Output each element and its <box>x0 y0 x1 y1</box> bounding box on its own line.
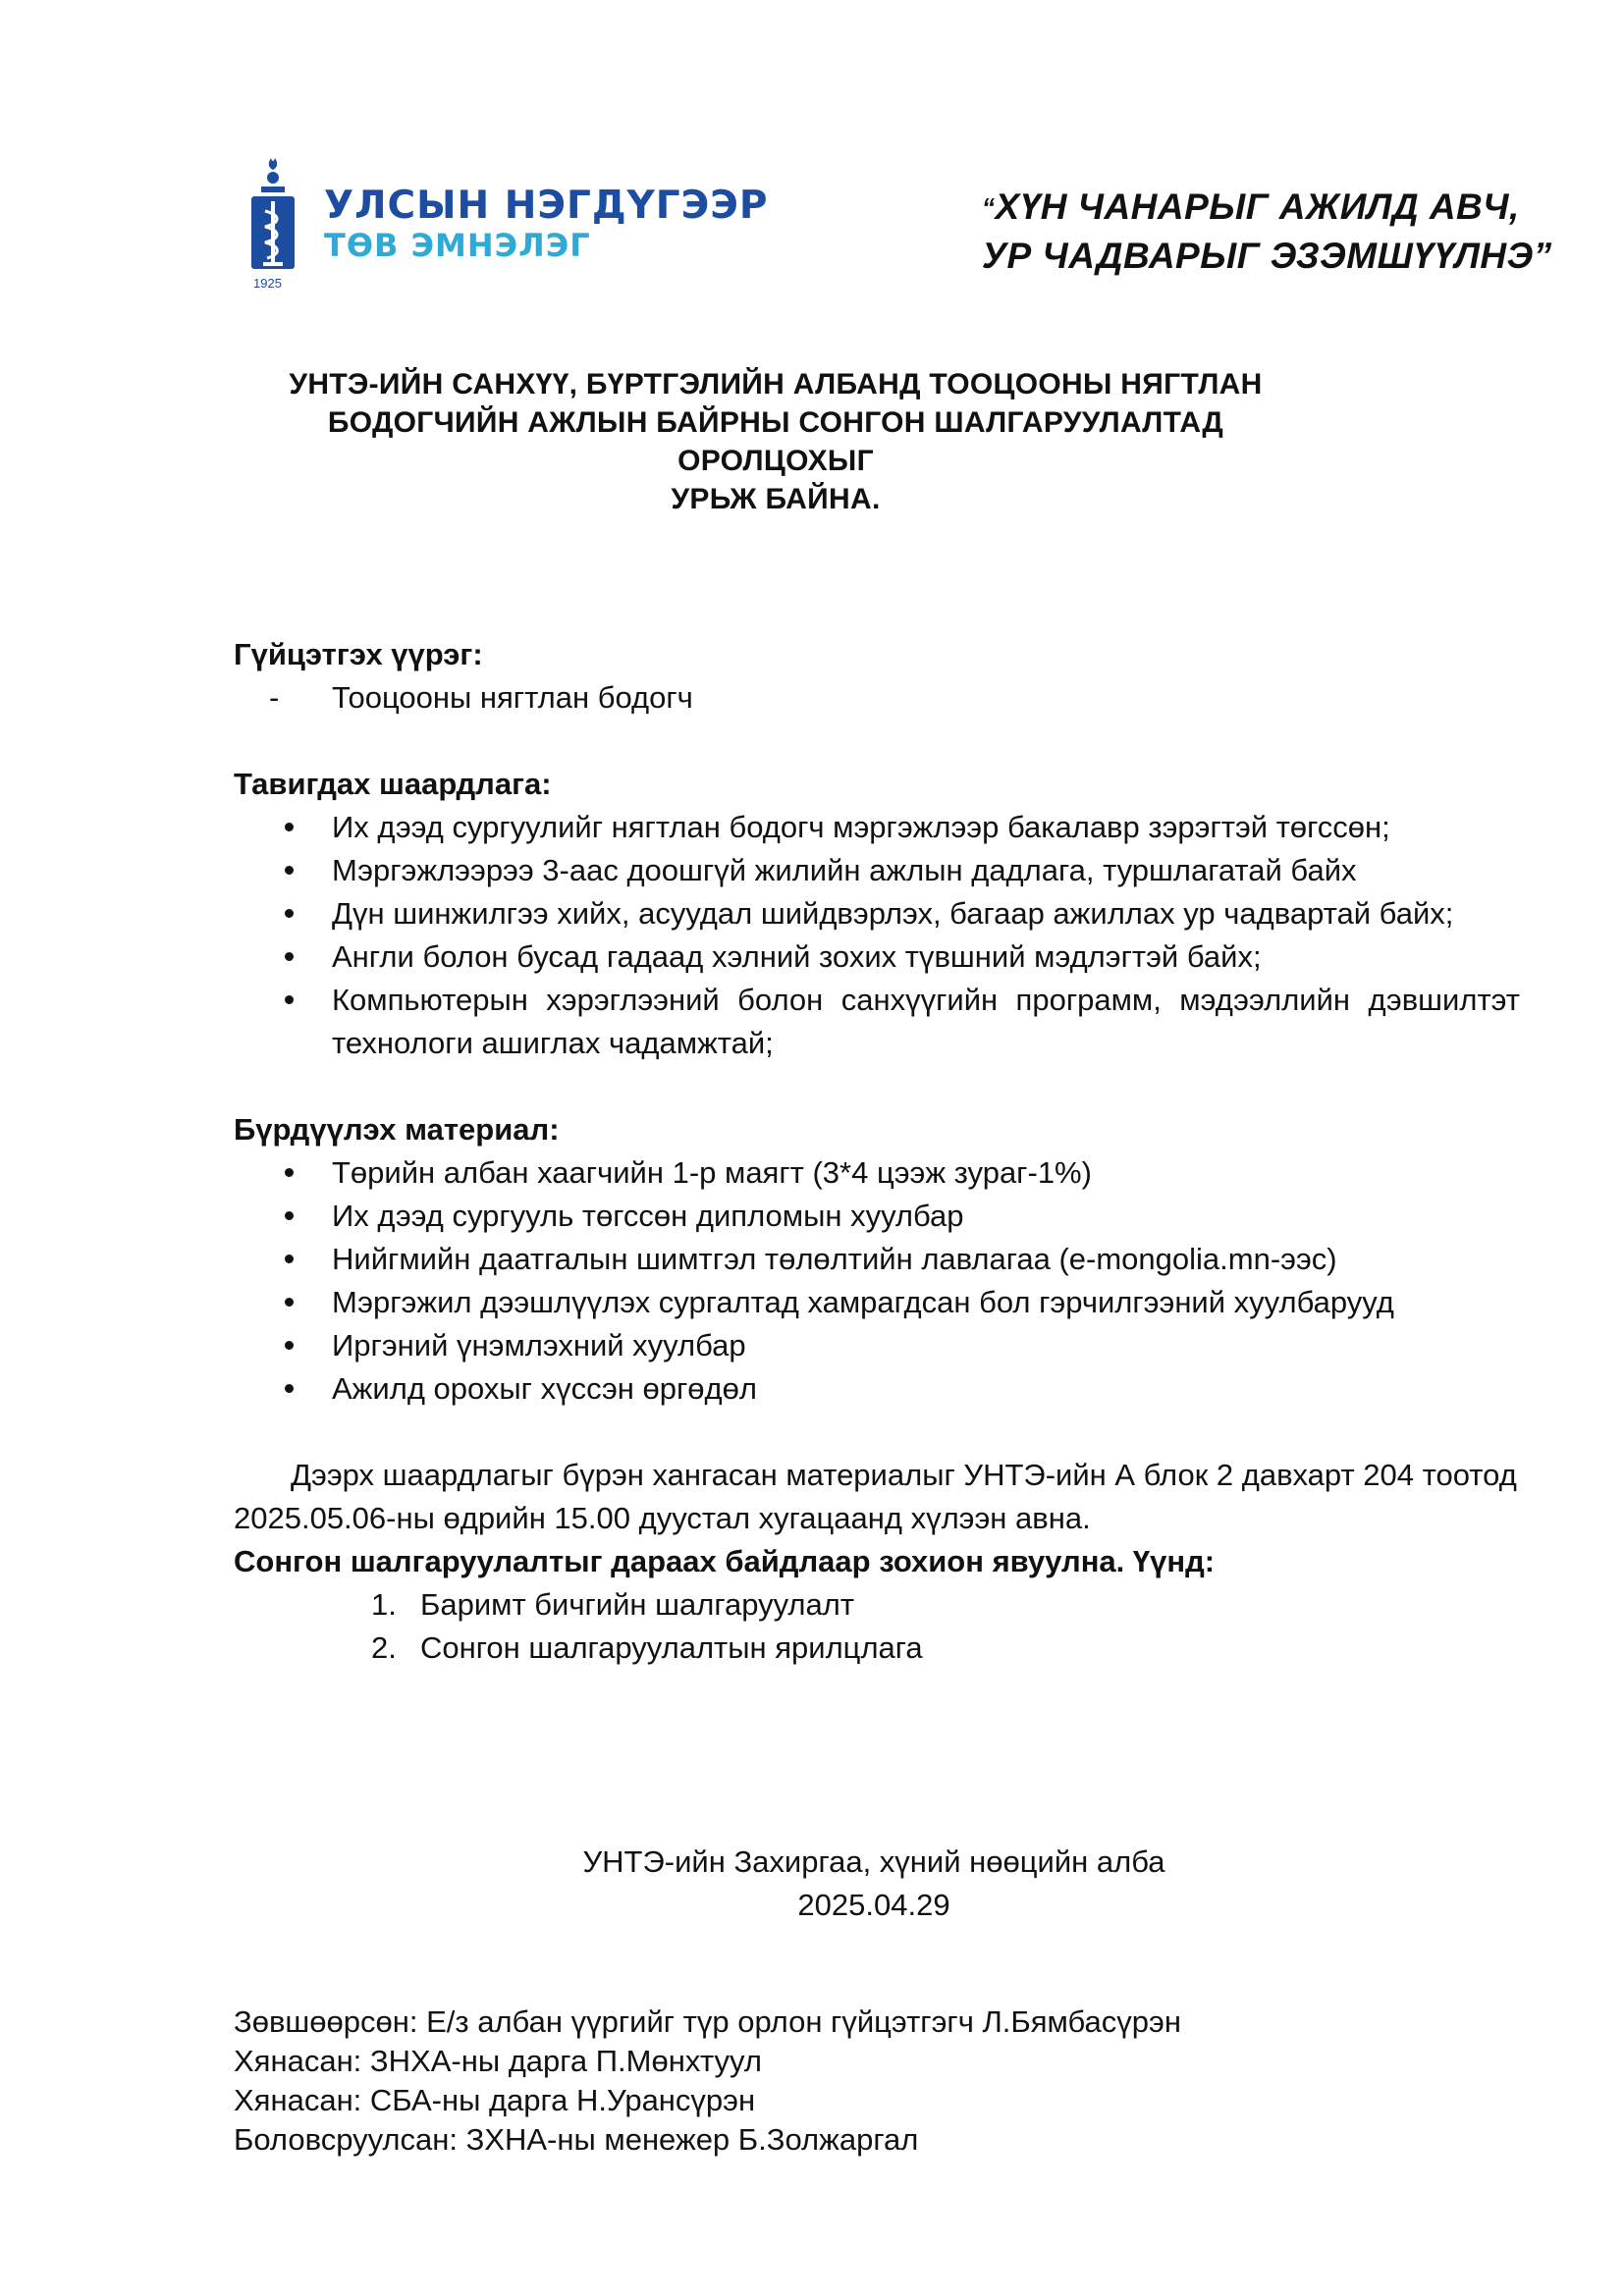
selection-steps <box>234 1583 1520 1670</box>
bullet-icon <box>285 1298 294 1307</box>
list-item: Их дээд сургууль төгссөн дипломын хуулбар <box>234 1195 1520 1238</box>
title-line: БОДОГЧИЙН АЖЛЫН БАЙРНЫ СОНГОН ШАЛГАРУУЛАЛТАД ОРОЛЦОХЫГ <box>327 406 1224 477</box>
requirements-heading: Тавигдах шаардлага: <box>234 767 552 801</box>
duty-heading: Гүйцэтгэх үүрэг: <box>234 637 483 671</box>
logo-year: 1925 <box>253 276 282 291</box>
slogan-line2-text: УР ЧАДВАРЫГ ЭЗЭМШҮҮЛНЭ <box>982 236 1534 276</box>
logo-title-line1: УЛСЫН НЭГДҮГЭЭР <box>324 184 769 228</box>
issuer-block <box>295 1841 1453 1927</box>
bullet-icon <box>285 952 294 961</box>
list-item: 1. Баримт бичгийн шалгаруулалт <box>371 1587 855 1622</box>
list-item: Англи болон бусад гадаад хэлний зохих түвшний мэдлэгтэй байх; <box>234 935 1520 979</box>
issue-date: 2025.04.29 <box>797 1888 950 1922</box>
announcement-title <box>226 365 1326 518</box>
logo-title-line2: ТӨВ ЭМНЭЛЭГ <box>324 227 591 264</box>
slogan-line2 <box>982 232 1591 281</box>
bullet-icon <box>285 1168 294 1177</box>
signoff-line: Боловсруулсан: ЗХНА-ны менежер Б.Золжаргал <box>234 2122 919 2157</box>
bullet-icon <box>285 995 294 1004</box>
list-item: Нийгмийн даатгалын шимтгэл төлөлтийн лавлагаа (e-mongolia.mn-ээс) <box>234 1238 1520 1281</box>
list-item: Төрийн албан хаагчийн 1-р маягт (3*4 цээж зураг-1%) <box>234 1151 1520 1195</box>
title-line: УРЬЖ БАЙНА. <box>671 483 881 515</box>
slogan-line1 <box>982 183 1591 232</box>
slogan-line1-text: ХҮН ЧАНАРЫГ АЖИЛД АВЧ, <box>995 187 1520 227</box>
slogan <box>982 183 1591 281</box>
list-item: Дүн шинжилгээ хийх, асуудал шийдвэрлэх, багаар ажиллах ур чадвартай байх; <box>234 892 1520 935</box>
title-line: УНТЭ-ИЙН САНХҮҮ, БҮРТГЭЛИЙН АЛБАНД ТООЦООНЫ НЯГТЛАН <box>289 368 1263 400</box>
slogan-close-quote: ” <box>1533 236 1552 276</box>
list-item: Мэргэжил дээшлүүлэх сургалтад хамрагдсан бол гэрчилгээний хуулбарууд <box>234 1281 1520 1324</box>
requirements-list <box>234 806 1520 1065</box>
submission-paragraph: Дээрх шаардлагыг бүрэн хангасан материалыг УНТЭ-ийн А блок 2 давхарт 204 тоотод 2025.05.06-ны өдрийн 15.00 дуустал хугацаанд хүлээн авна. <box>234 1458 1517 1535</box>
signoff-line: Зөвшөөрсөн: Е/з албан үүргийг түр орлон гүйцэтгэгч Л.Бямбасүрэн <box>234 2004 1181 2039</box>
signoff-line: Хянасан: ЗНХА-ны дарга П.Мөнхтуул <box>234 2044 762 2078</box>
signoff-block <box>234 2002 1510 2160</box>
bullet-icon <box>285 1384 294 1393</box>
list-item: Иргэний үнэмлэхний хуулбар <box>234 1324 1520 1367</box>
soyombo-emblem-icon <box>244 152 302 290</box>
bullet-icon <box>285 909 294 918</box>
materials-heading: Бүрдүүлэх материал: <box>234 1112 560 1147</box>
duty-item <box>234 676 1520 720</box>
duty-item-text: Тооцооны нягтлан бодогч <box>332 680 693 715</box>
list-item: Ажилд орохыг хүссэн өргөдөл <box>234 1367 1520 1411</box>
bullet-icon <box>285 1341 294 1350</box>
hospital-logo <box>244 152 769 291</box>
bullet-icon <box>285 1211 294 1220</box>
materials-list <box>234 1151 1520 1411</box>
list-item: Компьютерын хэрэглээний болон санхүүгийн программ, мэдээллийн дэвшилтэт технологи ашиглах чадамжтай; <box>234 979 1520 1065</box>
slogan-open-quote: “ <box>982 192 996 222</box>
list-item: 2. Сонгон шалгаруулалтын ярилцлага <box>371 1630 923 1665</box>
selection-heading: Сонгон шалгаруулалтыг дараах байдлаар зохион явуулна. Үүнд: <box>234 1544 1216 1578</box>
dash-marker: - <box>269 680 280 715</box>
issuer-department: УНТЭ-ийн Захиргаа, хүний нөөцийн алба <box>582 1844 1165 1879</box>
announcement-body <box>234 633 1520 1670</box>
list-item: Мэргэжлээрээ 3-аас доошгүй жилийн ажлын дадлага, туршлагатай байх <box>234 849 1520 892</box>
bullet-icon <box>285 823 294 831</box>
signoff-line: Хянасан: СБА-ны дарга Н.Урансүрэн <box>234 2083 756 2117</box>
bullet-icon <box>285 1255 294 1263</box>
bullet-icon <box>285 866 294 875</box>
list-item: Их дээд сургуулийг нягтлан бодогч мэргэжлээр бакалавр зэрэгтэй төгссөн; <box>234 806 1520 849</box>
